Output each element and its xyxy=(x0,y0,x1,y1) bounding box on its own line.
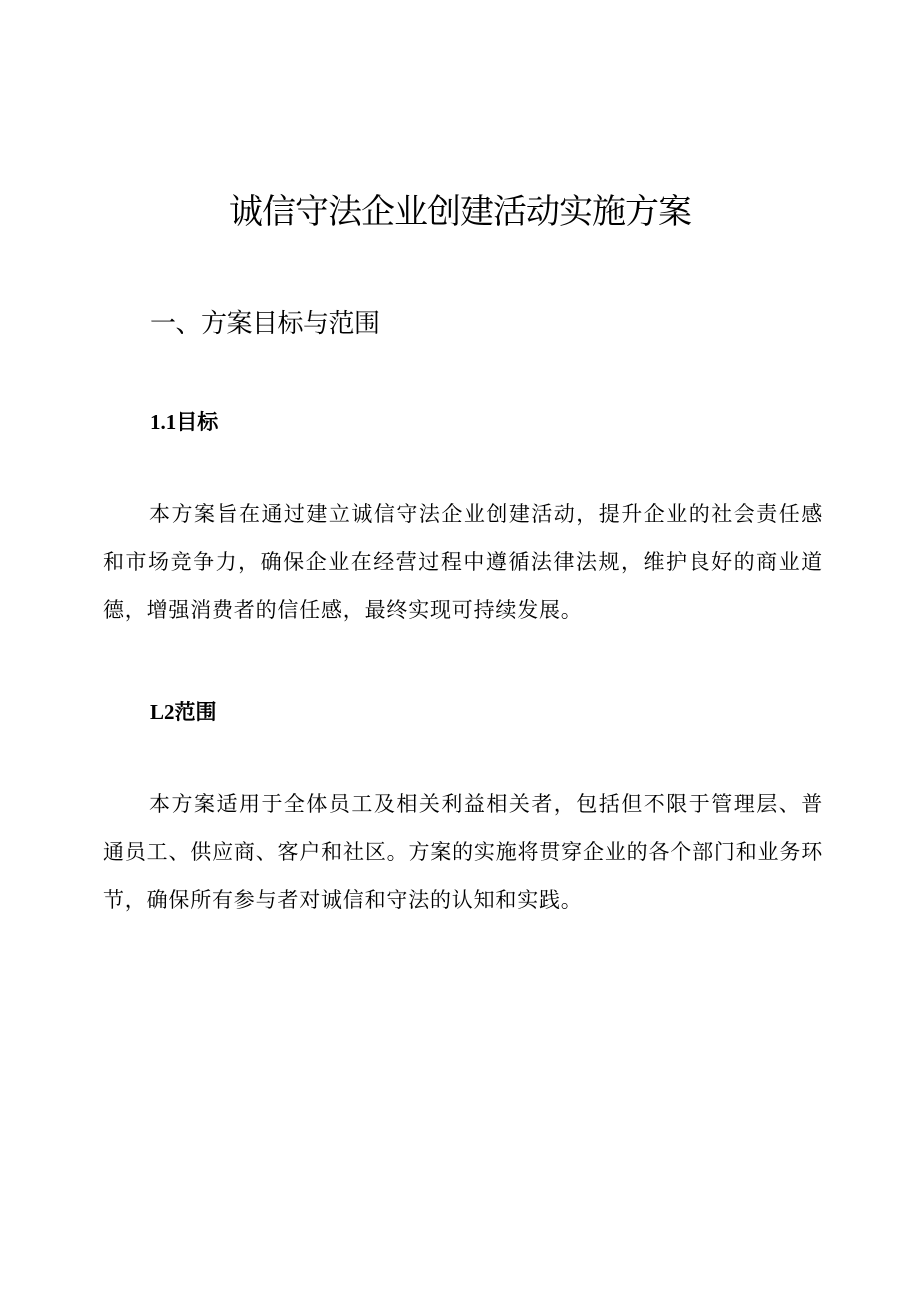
section-heading: 一、方案目标与范围 xyxy=(150,309,380,339)
subsection-heading-goal: 1.1目标 xyxy=(150,410,219,434)
goal-paragraph: 本方案旨在通过建立诚信守法企业创建活动，提升企业的社会责任感和市场竞争力，确保企业在经营过程中遵循法律法规，维护良好的商业道德，增强消费者的信任感，最终实现可持续发展。 xyxy=(103,502,823,622)
scope-paragraph: 本方案适用于全体员工及相关利益相关者，包括但不限于管理层、普通员工、供应商、客户和社区。方案的实施将贯穿企业的各个部门和业务环节，确保所有参与者对诚信和守法的认知和实践。 xyxy=(103,792,823,912)
subsection-heading-scope: L2范围 xyxy=(150,700,217,724)
document-title: 诚信守法企业创建活动实施方案 xyxy=(229,192,691,232)
